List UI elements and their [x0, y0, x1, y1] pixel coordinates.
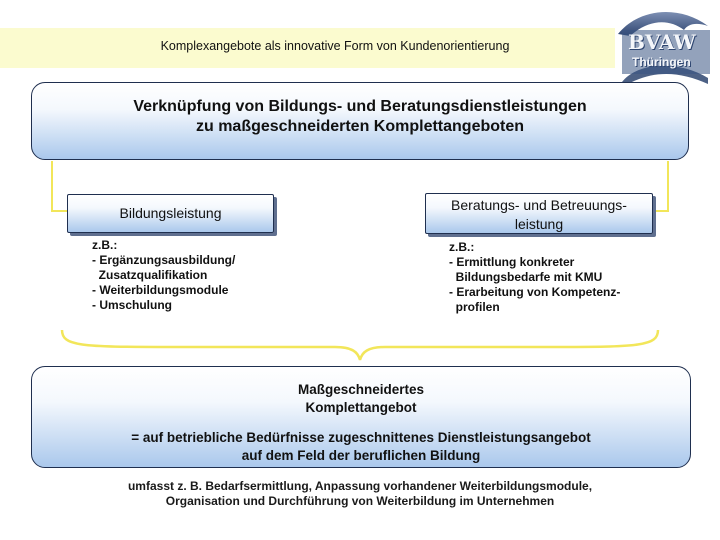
logo-subtext: Thüringen [632, 55, 691, 69]
tailored-offer-description [32, 429, 690, 465]
tailored-offer-title-line-1: Maßgeschneidertes [297, 382, 425, 397]
logo-text: BVAW [628, 30, 696, 54]
linking-line-1: Verknüpfung von Bildungs- und Beratungsdienstleistungen [133, 98, 587, 115]
consulting-examples: z.B.: - Ermittlung konkreter Bildungsbedarfe mit KMU - Erarbeitung von Kompetenz- profilen [449, 240, 621, 314]
linking-line-2: zu maßgeschneiderten Komplettangeboten [195, 118, 525, 135]
tailored-offer-title [32, 381, 690, 417]
tailored-offer-box [31, 366, 691, 468]
consulting-service-box [425, 193, 653, 234]
linking-box [31, 82, 689, 160]
education-service-box: Bildungsleistung [67, 194, 274, 233]
tailored-offer-title-line-2: Komplettangebot [305, 400, 417, 415]
consulting-line-2: leistung [514, 216, 564, 232]
tailored-offer-desc-line-1: = auf betriebliche Bedürfnisse zugeschnittenes Dienstleistungsangebot [131, 430, 591, 445]
education-examples: z.B.: - Ergänzungsausbildung/ Zusatzqualifikation - Weiterbildungsmodule - Umschulung [92, 238, 236, 312]
page-title: Komplexangebote als innovative Form von Kundenorientierung [160, 39, 510, 53]
tailored-offer-desc-line-2: auf dem Feld der beruflichen Bildung [241, 448, 481, 463]
footer-line-1: umfasst z. B. Bedarfsermittlung, Anpassung vorhandener Weiterbildungsmodule, [127, 479, 593, 493]
footer-line-2: Organisation und Durchführung von Weiterbildung im Unternehmen [165, 494, 555, 508]
consulting-line-1: Beratungs- und Betreuungs- [451, 197, 627, 213]
footer-note [30, 479, 690, 509]
